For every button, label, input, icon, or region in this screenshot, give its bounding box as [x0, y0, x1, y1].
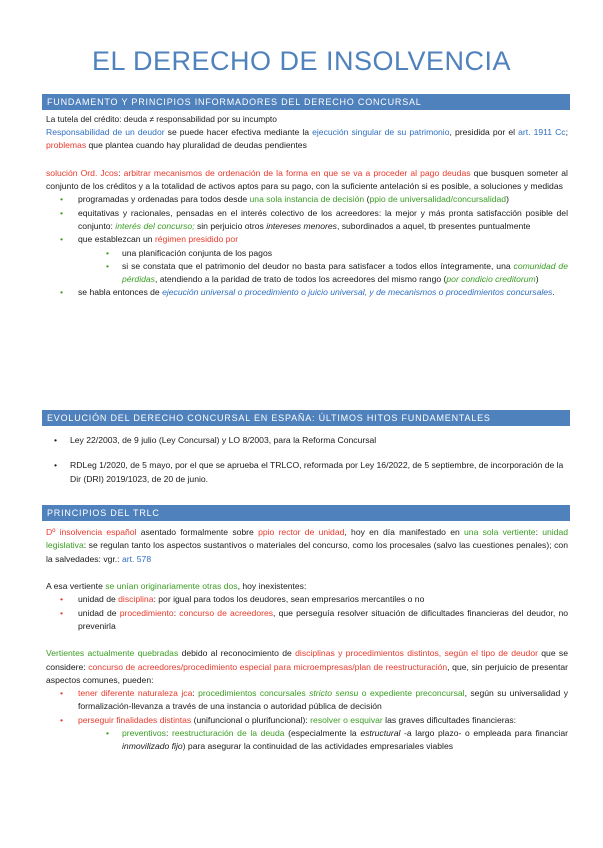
- bullet-icon: •: [106, 247, 110, 258]
- bullet-icon: •: [60, 287, 64, 298]
- text-span: se habla entonces de: [78, 287, 163, 298]
- text-span: ) para asegurar la continuidad de las actividades empresariales viables: [182, 741, 454, 752]
- text-span: sin perjuicio otros: [194, 220, 267, 231]
- text-span: :: [535, 527, 543, 537]
- section-header-fundamento: FUNDAMENTO Y PRINCIPIOS INFORMADORES DEL DERECHO CONCURSAL: [42, 94, 570, 110]
- text-span: que establezcan un: [78, 234, 155, 245]
- list-item: [46, 607, 568, 634]
- text-span: disciplinas y procedimientos distintos, según el tipo de deudor: [295, 648, 538, 659]
- text-span: solución Ord. Jcos: [46, 167, 119, 178]
- text-span: unidad de: [78, 594, 119, 605]
- section-principios-body: [46, 526, 568, 754]
- text-span: , que, sin perjuicio de presentar aspectos comunes, pueden:: [46, 661, 568, 685]
- text-span: A esa vertiente: [46, 580, 106, 591]
- bullet-icon: •: [60, 234, 64, 245]
- evolucion-list: [46, 434, 568, 486]
- vertiente-list: [46, 593, 568, 633]
- text-span: interés del concurso;: [115, 220, 195, 231]
- bullet-icon: •: [60, 607, 64, 618]
- text-span: , hoy en día manifestado en: [344, 527, 465, 537]
- text-span: si se constata que el patrimonio del deudor no basta para satisfacer a todos ellos íntegramente, una: [122, 260, 514, 271]
- bullet-icon: •: [54, 435, 58, 445]
- text-span: concurso de acreedores: [179, 607, 274, 618]
- section-header-principios: PRINCIPIOS DEL TRLC: [42, 505, 570, 521]
- tutela-line: La tutela del crédito: deuda ≠ responsabilidad por su incumpto: [46, 114, 277, 124]
- text-span: ): [535, 274, 539, 285]
- paragraph-solucion: [46, 167, 568, 194]
- text-span: disciplina: [118, 594, 154, 605]
- section-fundamento-body: [46, 113, 568, 300]
- text-span: por condicio creditorum: [446, 274, 536, 285]
- text-span: ): [506, 194, 509, 205]
- text-span: stricto sensu: [309, 688, 359, 699]
- text-span: que busquen someter al conjunto de los créditos y a la totalidad de activos aptos para su pago, con la suficiente antelación si es posible, a soluciones y medidas: [46, 167, 568, 191]
- text-span: preventivos: [122, 728, 166, 739]
- text-span: , hoy inexistentes:: [237, 580, 307, 591]
- list-item: [46, 193, 568, 206]
- text-span: comunidad de pérdidas: [122, 260, 568, 285]
- text-span: unidad de: [78, 607, 120, 618]
- text-span: ejecución universal o procedimiento o juicio universal, y de mecanismos o procedimientos concursales: [162, 287, 553, 298]
- text-span: ppio rector de unidad: [258, 527, 345, 537]
- solucion-list: [46, 193, 568, 300]
- text-span: Dº insolvencia español: [46, 527, 137, 537]
- text-span: debido al reconocimiento de: [178, 648, 296, 659]
- text-span: (especialmente la: [284, 728, 361, 739]
- text-span: , presidida por el: [449, 127, 519, 138]
- text-span: (: [364, 194, 370, 205]
- text-span: reestructuración de la deuda: [171, 728, 285, 739]
- text-span: problemas: [46, 140, 87, 151]
- bullet-icon: •: [60, 194, 64, 205]
- text-span: art. 578: [121, 553, 152, 564]
- text-span: programadas y ordenadas para todos desde: [78, 194, 250, 205]
- text-span: concurso de acreedores/procedimiento especial para microempresas/plan de reestructuración: [88, 661, 448, 672]
- text-span: intereses menores: [266, 220, 337, 231]
- text-span: , que perseguía resolver situación de dificultades financieras del deudor, no prevenirla: [78, 607, 569, 631]
- text-span: RDLeg 1/2020, de 5 mayo, por el que se aprueba el TRLCO, reformada por Ley 16/2022, de 5 septiembre, de incorporación de la Dir (DRI) 2019/1023, de 20 de junio.: [70, 460, 564, 484]
- list-item: [46, 260, 568, 287]
- text-span: perseguir finalidades distintas: [78, 714, 192, 725]
- text-span: , según su universalidad y formalización-llevanza a través de una instancia o autoridad pública de decisión: [78, 688, 569, 712]
- text-span: o: [358, 688, 370, 699]
- text-span: que se considere:: [46, 648, 568, 672]
- bullet-icon: •: [60, 594, 64, 605]
- bullet-icon: •: [54, 460, 58, 471]
- text-span: asentado formalmente sobre: [136, 527, 259, 537]
- list-item: [46, 207, 568, 234]
- list-item: [46, 687, 568, 714]
- text-span: (unifuncional o plurifuncional):: [191, 714, 311, 725]
- text-span: se puede hacer efectiva mediante la: [164, 127, 313, 138]
- list-item: [46, 434, 568, 447]
- text-span: .: [552, 287, 555, 298]
- bullet-icon: •: [60, 207, 64, 218]
- text-span: una sola vertiente: [464, 527, 536, 537]
- text-span: , subordinados a aquel, tb presentes puntualmente: [336, 220, 531, 231]
- text-span: Ley 22/2003, de 9 julio (Ley Concursal) y LO 8/2003, para la Reforma Concursal: [70, 435, 377, 445]
- list-item: [46, 714, 568, 727]
- spacer: [46, 447, 568, 459]
- text-span: una planificación conjunta de los pagos: [122, 247, 273, 258]
- paragraph-vertiente: [46, 580, 568, 593]
- text-span: unidad legislativa: [46, 527, 569, 551]
- list-item: [46, 727, 568, 754]
- text-span: expediente preconcursal: [369, 688, 465, 699]
- text-span: :: [118, 167, 124, 178]
- text-span: :: [165, 728, 172, 739]
- paragraph-quebradas: [46, 647, 568, 687]
- text-span: régimen presidido por: [154, 234, 239, 245]
- text-span: -a largo plazo- o empleada para financiar: [400, 728, 569, 739]
- text-span: , atendiendo a la paridad de trato de todos los acreedores del mismo rango (: [154, 274, 447, 285]
- text-span: :: [173, 607, 180, 618]
- list-item: [46, 233, 568, 246]
- section-header-evolucion: EVOLUCIÓN DEL DERECHO CONCURSAL EN ESPAÑA: ÚLTIMOS HITOS FUNDAMENTALES: [42, 410, 570, 426]
- text-span: :: [192, 688, 199, 699]
- bullet-icon: •: [106, 728, 110, 739]
- text-span: : por igual para todos los deudores, sean empresarios mercantiles o no: [153, 594, 425, 605]
- paragraph-responsabilidad: [46, 126, 568, 153]
- text-span: procedimiento: [119, 607, 174, 618]
- text-span: equitativas y racionales, pensadas en el interés colectivo de los acreedores: la mejor y más pronta satisfacción posible del conjunto:: [78, 207, 568, 231]
- paragraph-unidad: [46, 526, 568, 566]
- list-item: [46, 593, 568, 606]
- text-span: una sola instancia de decisión: [249, 194, 365, 205]
- text-span: ppio de universalidad/concursalidad: [369, 194, 507, 205]
- text-span: tener diferente naturaleza jca: [78, 688, 193, 699]
- list-item: [46, 247, 568, 260]
- quebradas-list: [46, 687, 568, 754]
- text-span: resolver o esquivar: [310, 714, 383, 725]
- text-span: Vertientes actualmente quebradas: [46, 648, 179, 659]
- text-span: que plantea cuando hay pluralidad de deudas pendientes: [86, 140, 307, 151]
- text-span: ejecución singular de su patrimonio: [312, 127, 450, 138]
- list-item: [46, 459, 568, 486]
- text-span: ;: [565, 127, 568, 138]
- text-span: Responsabilidad de un deudor: [46, 127, 165, 138]
- text-span: arbitrar mecanismos de ordenación de la forma en que se va a proceder al pago deudas: [123, 167, 471, 178]
- text-span: estructural: [360, 728, 401, 739]
- section-evolucion-body: [46, 434, 568, 486]
- text-span: inmovilizado fijo: [122, 741, 183, 752]
- text-span: se unían originariamente otras dos: [105, 580, 238, 591]
- text-span: las graves dificultades financieras:: [382, 714, 517, 725]
- text-span: art. 1911 Cc: [518, 127, 566, 138]
- bullet-icon: •: [60, 714, 64, 725]
- bullet-icon: •: [60, 688, 64, 699]
- bullet-icon: •: [106, 260, 110, 271]
- text-span: procedimientos concursales: [198, 688, 310, 699]
- page-title: EL DERECHO DE INSOLVENCIA: [91, 46, 512, 76]
- text-span: : se regulan tanto los aspectos sustantivos o materiales del concurso, como los procesales (salvo las cuestiones penales); con la salvedades: vgr.:: [46, 540, 568, 564]
- list-item: [46, 286, 568, 299]
